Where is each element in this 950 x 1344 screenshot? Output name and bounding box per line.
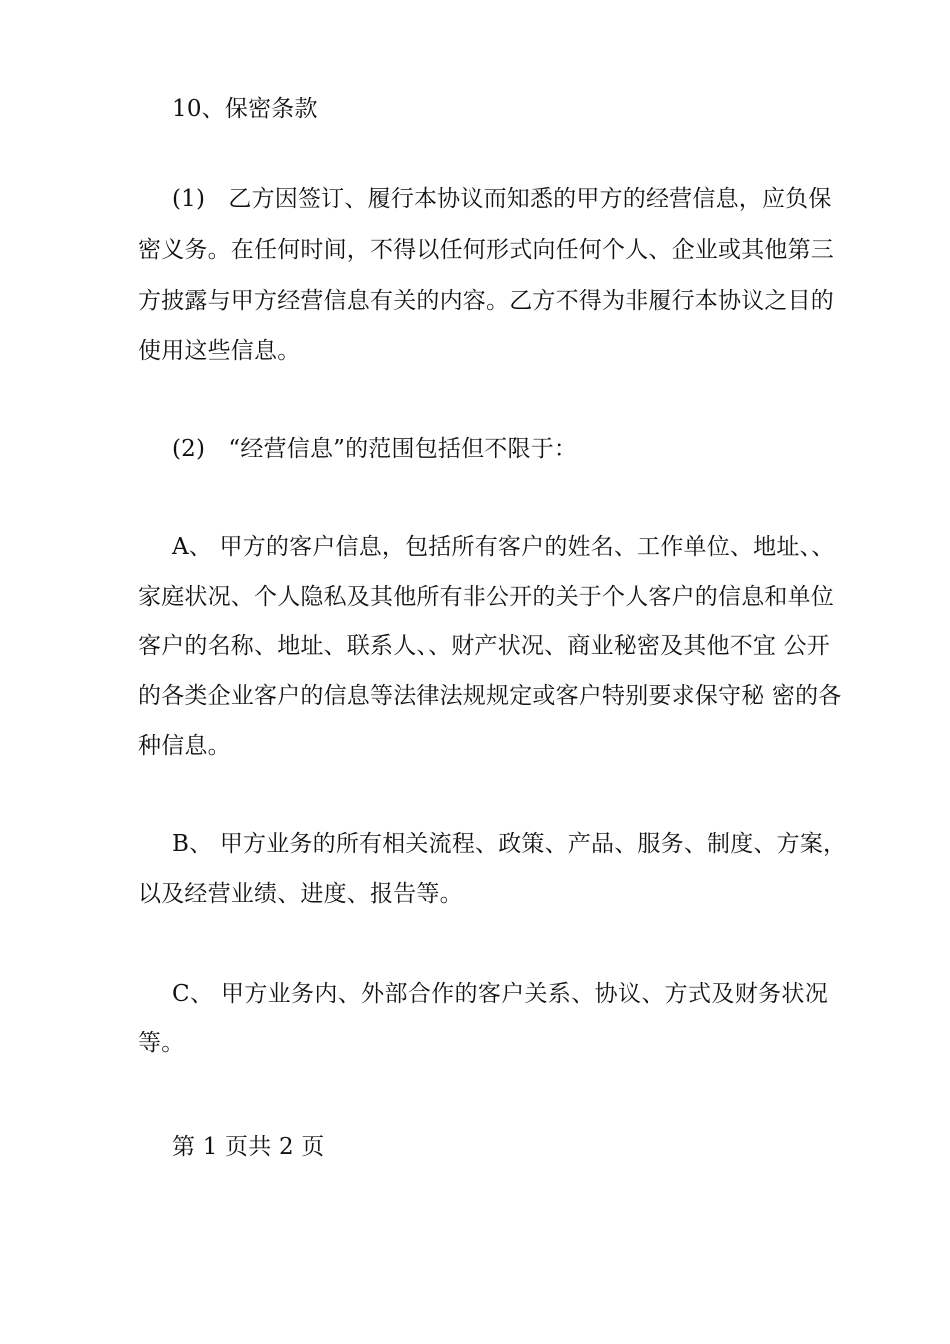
item-a-line-2: 家庭状况、个人隐私及其他所有非公开的关于个人客户的信息和单位 [138, 584, 834, 610]
item-b-line-2: 以及经营业绩、进度、报告等。 [138, 881, 463, 907]
page-footer: 第 1 页共 2 页 [172, 1134, 325, 1160]
clause-1-line-3: 方披露与甲方经营信息有关的内容。乙方不得为非履行本协议之目的 [138, 288, 834, 314]
item-a-line-3: 客户的名称、地址、联系人、、财产状况、商业秘密及其他不宜 公开 [138, 633, 831, 659]
clause-2-line-1: (2) “经营信息”的范围包括但不限于： [172, 436, 578, 462]
clause-1-line-4: 使用这些信息。 [138, 338, 301, 364]
item-a-line-1: A、 甲方的客户信息，包括所有客户的姓名、工作单位、地址、、 [172, 534, 835, 560]
section-title: 10、保密条款 [172, 96, 318, 122]
clause-1-line-1: (1) 乙方因签订、履行本协议而知悉的甲方的经营信息，应负保 [172, 186, 832, 212]
item-c-line-2: 等。 [138, 1030, 185, 1056]
item-c-line-1: C、 甲方业务内、外部合作的客户关系、协议、方式及财务状况 [172, 981, 828, 1007]
item-a-line-5: 种信息。 [138, 733, 231, 759]
item-a-line-4: 的各类企业客户的信息等法律法规规定或客户特别要求保守秘 密的各 [138, 683, 842, 709]
item-b-line-1: B、 甲方业务的所有相关流程、政策、产品、服务、制度、方案， [172, 831, 847, 857]
clause-1-line-2: 密义务。在任何时间，不得以任何形式向任何个人、企业或其他第三 [138, 237, 834, 263]
